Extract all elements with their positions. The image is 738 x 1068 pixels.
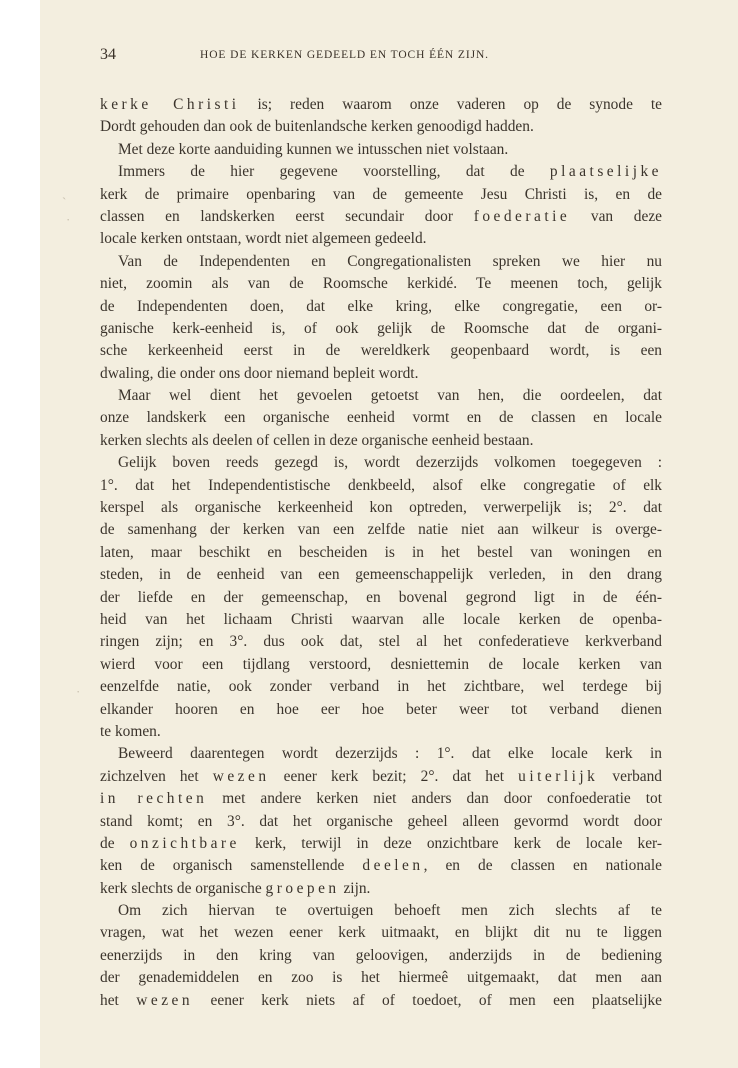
text-segment: steden, in de eenheid van een gemeenschappelijk verleden, in den drang [100,566,662,584]
text-line [100,184,662,206]
book-page [40,0,738,1068]
text-line [100,251,662,273]
text-line [100,609,662,631]
text-segment: kerken slechts als deelen of cellen in deze organische eenheid bestaan. [100,431,534,449]
margin-speck: ˏ [62,185,67,200]
text-line [100,676,662,698]
text-segment: te komen. [100,722,161,740]
text-segment: ken de organisch samenstellende [100,857,363,875]
text-line [100,296,662,318]
text-line [100,519,662,541]
text-segment: eenerzijds in den kring van geloovigen, anderzijds in de bediening [100,946,662,964]
text-line [100,206,662,228]
text-segment: van deze [570,207,662,225]
text-line [100,900,662,922]
text-segment: kerk de primaire openbaring van de gemeente Jesu Christi is, en de [100,185,662,203]
text-segment: locale kerken ontstaan, wordt niet algemeen gedeeld. [100,230,427,248]
spaced-emphasis: plaatselijke [549,163,662,181]
text-line [100,945,662,967]
text-line [100,116,662,138]
text-segment: Om zich hiervan te overtuigen behoeft men zich slechts af te [118,902,662,920]
text-line [100,788,662,810]
text-line [100,564,662,586]
text-line [100,340,662,362]
text-line [100,94,662,116]
text-segment: zijn. [339,879,371,897]
text-line [100,766,662,788]
margin-speck: · [66,212,71,227]
text-line [100,497,662,519]
page-header [100,46,662,68]
text-segment: elkander hooren en hoe eer hoe beter weer tot verband dienen [100,700,662,718]
spaced-emphasis: groepen [265,879,340,897]
text-segment: wierd voor een tijdlang verstoord, desniettemin de locale kerken van [100,655,662,673]
text-segment: eener kerk bezit; 2°. dat het [269,767,519,785]
text-line [100,699,662,721]
text-segment: 1°. dat het Independentistische denkbeeld, alsof elke congregatie of elk [100,476,662,494]
text-line [100,228,662,250]
text-segment: Beweerd daarentegen wordt dezerzijds : 1°. dat elke locale kerk in [118,745,662,763]
text-segment: stand komt; en 3°. dat het organische geheel alleen gevormd wordt door [100,812,662,830]
spaced-emphasis: wezen [136,991,194,1009]
spaced-emphasis: onzichtbare [129,834,240,852]
text-line [100,631,662,653]
spaced-emphasis: foederatie [473,207,571,225]
spaced-emphasis: wezen [212,767,270,785]
text-segment: Met deze korte aanduiding kunnen we intusschen niet volstaan. [118,140,509,158]
text-segment: zichzelven het [100,767,213,785]
text-segment: eener kerk niets af of toedoet, of men een plaatselijke [193,991,662,1009]
text-line [100,475,662,497]
text-segment: het [100,991,137,1009]
text-segment: de Independenten doen, dat elke kring, elke congregatie, een or- [100,297,662,315]
text-segment: kerk slechts de organische [100,879,266,897]
text-segment: de samenhang der kerken van een zelfde natie niet aan wilkeur is overge- [100,521,662,539]
text-segment: is; reden waarom onze vaderen op de synode te [239,96,662,113]
text-segment: Van de Independenten en Congregationalisten spreken we hier nu [118,252,662,270]
text-line [100,587,662,609]
text-line [100,452,662,474]
text-segment: ganische kerk-eenheid is, of ook gelijk de Roomsche dat de organi- [100,319,662,337]
text-line [100,967,662,989]
text-segment: heid van het lichaam Christi waarvan alle locale kerken de openba- [100,610,662,628]
text-line [100,430,662,452]
text-line [100,922,662,944]
text-segment: Immers de hier gegevene voorstelling, dat de [118,163,550,181]
running-head: HOE DE KERKEN GEDEELD EN TOCH ÉÉN ZIJN. [200,49,489,61]
text-segment: ringen zijn; en 3°. dus ook dat, stel al het confederatieve kerkverband [100,633,662,651]
text-segment: eenzelfde natie, ook zonder verband in het zichtbare, wel terdege bij [100,678,662,696]
text-segment: met andere kerken niet anders dan door confoederatie tot [207,790,662,808]
text-segment: Gelijk boven reeds gezegd is, wordt dezerzijds volkomen toegegeven : [118,454,662,472]
body-text [100,94,662,1012]
text-segment: kerspel als organische kerkeenheid kon optreden, verwerpelijk is; 2°. dat [100,499,662,517]
text-line [100,833,662,855]
spaced-emphasis: in rechten [100,790,208,808]
text-line [100,654,662,676]
text-line [100,139,662,161]
text-segment: laten, maar beschikt en bescheiden is in het bestel van woningen en [100,543,662,561]
text-segment: sche kerkeenheid eerst in de wereldkerk geopenbaard wordt, is een [100,342,662,360]
page-number: 34 [100,46,116,63]
spaced-emphasis: uiterlijk [518,767,599,785]
text-segment: niet, zoomin als van de Roomsche kerkidé. Te meenen toch, gelijk [100,275,662,293]
text-line [100,878,662,900]
margin-speck: · [76,684,81,699]
text-segment: Dordt gehouden dan ook de buitenlandsche kerken genoodigd hadden. [100,118,534,136]
text-line [100,318,662,340]
text-line [100,273,662,295]
text-segment: Maar wel dient het gevoelen getoetst van hen, die oordeelen, dat [118,387,662,405]
text-line [100,721,662,743]
text-line [100,743,662,765]
text-segment: verband [598,767,662,785]
text-segment: classen en landskerken eerst secundair door [100,207,474,225]
text-segment: de [100,834,130,852]
text-line [100,363,662,385]
text-segment: dwaling, die onder ons door niemand bepleit wordt. [100,364,419,382]
text-segment: vragen, wat het wezen eener kerk uitmaakt, en blijkt dit nu te liggen [100,924,662,942]
text-line [100,855,662,877]
text-segment: kerk, terwijl in deze onzichtbare kerk de locale ker- [239,834,662,852]
text-segment: , en de classen en nationale [423,857,662,875]
text-line [100,811,662,833]
text-line [100,542,662,564]
text-line [100,385,662,407]
text-line [100,407,662,429]
spaced-emphasis: kerke Christi [100,96,240,113]
text-segment: der liefde en der gemeenschap, en bovenal gegrond ligt in de één- [100,588,662,606]
text-segment: onze landskerk een organische eenheid vormt en de classen en locale [100,409,662,427]
spaced-emphasis: deelen [362,857,424,875]
text-line [100,161,662,183]
text-line [100,990,662,1012]
text-segment: der genademiddelen en zoo is het hiermeê uitgemaakt, dat men aan [100,969,662,987]
